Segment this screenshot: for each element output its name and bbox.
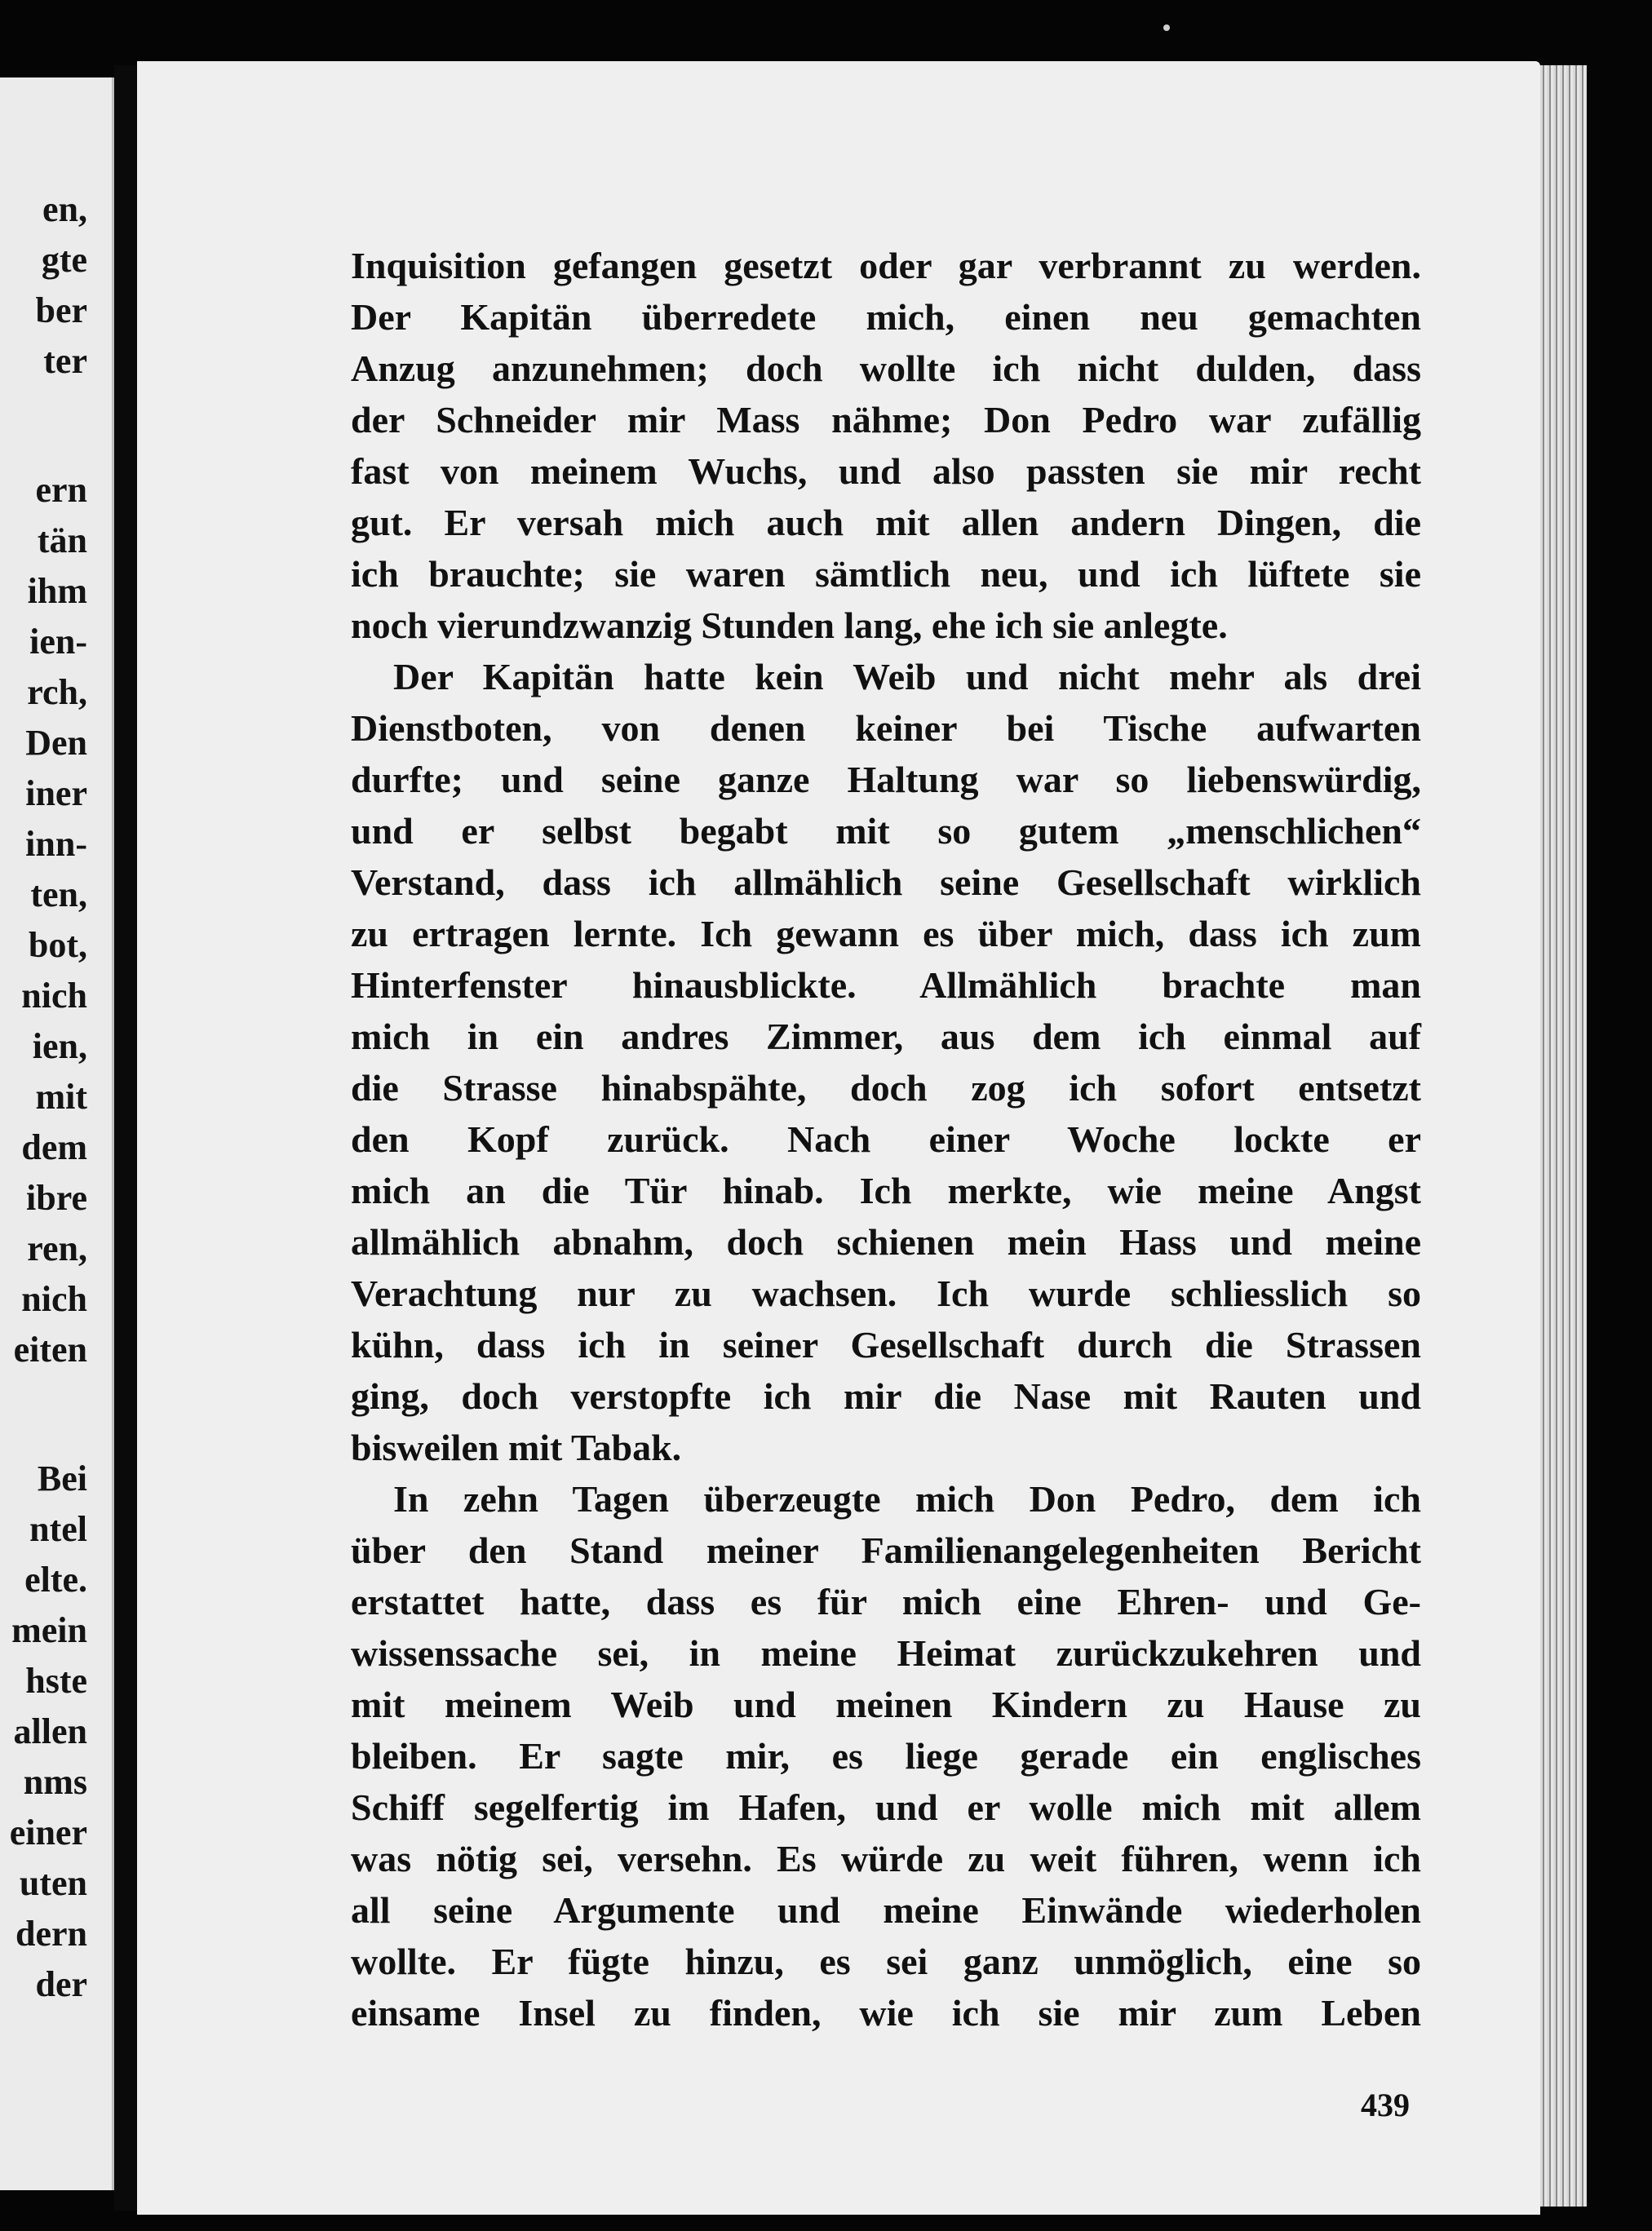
left-page-line: ren, bbox=[27, 1228, 87, 1268]
text-line: gut. Er versah mich auch mit allen andern Dingen, die bbox=[351, 502, 1421, 543]
left-page-line: nich bbox=[21, 1279, 87, 1319]
text-line: mich an die Tür hinab. Ich merkte, wie meine Angst bbox=[351, 1170, 1421, 1211]
left-page-line: ibre bbox=[26, 1178, 87, 1218]
text-line: Dienstboten, von denen keiner bei Tische aufwarten bbox=[351, 707, 1421, 749]
text-line: und er selbst begabt mit so gutem „menschlichen“ bbox=[351, 810, 1421, 852]
text-line: In zehn Tagen überzeugte mich Don Pedro, dem ich bbox=[393, 1478, 1421, 1520]
text-line: erstattet hatte, dass es für mich eine Ehren- und Ge- bbox=[351, 1581, 1421, 1622]
left-page-line: allen bbox=[13, 1711, 87, 1751]
left-page-line: en, bbox=[42, 189, 87, 229]
left-page bbox=[0, 77, 114, 2190]
page-number: 439 bbox=[1361, 2087, 1410, 2123]
text-line: bisweilen mit Tabak. bbox=[351, 1427, 682, 1468]
text-line: wissenssache sei, in meine Heimat zurückzukehren und bbox=[351, 1632, 1421, 1674]
text-line: die Strasse hinabspähte, doch zog ich sofort entsetzt bbox=[351, 1067, 1421, 1109]
left-page-line: der bbox=[35, 1964, 87, 2004]
left-page-line: ihm bbox=[27, 571, 87, 611]
text-line: noch vierundzwanzig Stunden lang, ehe ich sie anlegte. bbox=[351, 604, 1228, 646]
left-page-line: ien, bbox=[32, 1026, 87, 1066]
left-page-line: Bei bbox=[37, 1459, 87, 1498]
text-line: all seine Argumente und meine Einwände wiederholen bbox=[351, 1889, 1421, 1931]
left-page-line: ntel bbox=[29, 1509, 87, 1549]
left-page-line: ien- bbox=[29, 622, 87, 662]
dust-speck bbox=[1163, 24, 1170, 31]
text-line: der Schneider mir Mass nähme; Don Pedro war zufällig bbox=[351, 399, 1421, 440]
text-line: durfte; und seine ganze Haltung war so liebenswürdig, bbox=[351, 759, 1421, 800]
text-line: Inquisition gefangen gesetzt oder gar verbrannt zu werden. bbox=[351, 245, 1421, 286]
text-line: Anzug anzunehmen; doch wollte ich nicht dulden, dass bbox=[351, 347, 1421, 389]
left-page-line: gte bbox=[41, 240, 87, 280]
text-line: einsame Insel zu finden, wie ich sie mir zum Leben bbox=[351, 1992, 1421, 2034]
text-line: was nötig sei, versehn. Es würde zu weit führen, wenn ich bbox=[351, 1838, 1421, 1879]
left-page-line: inn- bbox=[25, 824, 87, 864]
left-page-line: iner bbox=[25, 773, 87, 813]
left-page-line: eiten bbox=[13, 1330, 87, 1370]
text-line: mich in ein andres Zimmer, aus dem ich einmal auf bbox=[351, 1016, 1421, 1057]
book-gutter bbox=[114, 65, 137, 2211]
left-page-line: uten bbox=[19, 1863, 87, 1903]
text-line: den Kopf zurück. Nach einer Woche lockte er bbox=[351, 1118, 1421, 1160]
left-page-line: hste bbox=[25, 1661, 87, 1701]
left-page-line: ber bbox=[35, 290, 87, 330]
left-page-line: ern bbox=[35, 470, 87, 510]
text-line: mit meinem Weib und meinen Kindern zu Hause zu bbox=[351, 1684, 1421, 1725]
left-page-line: nich bbox=[21, 976, 87, 1016]
left-page-line: dern bbox=[16, 1914, 87, 1954]
text-line: zu ertragen lernte. Ich gewann es über mich, dass ich zum bbox=[351, 913, 1421, 954]
text-line: kühn, dass ich in seiner Gesellschaft durch die Strassen bbox=[351, 1324, 1421, 1366]
text-line: fast von meinem Wuchs, und also passten sie mir recht bbox=[351, 450, 1421, 492]
text-line: bleiben. Er sagte mir, es liege gerade ein englisches bbox=[351, 1735, 1421, 1777]
text-line: über den Stand meiner Familienangelegenheiten Bericht bbox=[351, 1529, 1421, 1571]
left-page-line: bot, bbox=[28, 925, 87, 965]
left-page-line: ter bbox=[43, 341, 87, 381]
text-line: wollte. Er fügte hinzu, es sei ganz unmöglich, eine so bbox=[351, 1941, 1421, 1982]
text-line: Verachtung nur zu wachsen. Ich wurde schliesslich so bbox=[351, 1273, 1421, 1314]
left-page-line: nms bbox=[23, 1762, 87, 1802]
left-page-line: einer bbox=[9, 1813, 87, 1853]
right-page bbox=[137, 61, 1540, 2215]
left-page-line: dem bbox=[21, 1127, 87, 1167]
left-page-line: tän bbox=[37, 520, 87, 560]
left-page-line: rch, bbox=[27, 672, 87, 712]
left-page-line: ten, bbox=[30, 874, 87, 914]
text-line: Verstand, dass ich allmählich seine Gesellschaft wirklich bbox=[351, 861, 1421, 903]
left-page-line: elte. bbox=[24, 1560, 87, 1600]
text-line: Hinterfenster hinausblickte. Allmählich brachte man bbox=[351, 964, 1421, 1006]
left-page-line: Den bbox=[25, 723, 87, 763]
text-line: Der Kapitän überredete mich, einen neu gemachten bbox=[351, 296, 1421, 338]
text-line: ging, doch verstopfte ich mir die Nase mit Rauten und bbox=[351, 1375, 1421, 1417]
left-page-line: mit bbox=[35, 1077, 87, 1117]
text-line: Der Kapitän hatte kein Weib und nicht mehr als drei bbox=[393, 656, 1421, 697]
text-line: allmählich abnahm, doch schienen mein Hass und meine bbox=[351, 1221, 1421, 1263]
left-page-line: mein bbox=[11, 1610, 87, 1650]
page-edges bbox=[1540, 65, 1587, 2207]
text-line: ich brauchte; sie waren sämtlich neu, und ich lüftete sie bbox=[351, 553, 1421, 595]
text-line: Schiff segelfertig im Hafen, und er wolle mich mit allem bbox=[351, 1786, 1421, 1828]
